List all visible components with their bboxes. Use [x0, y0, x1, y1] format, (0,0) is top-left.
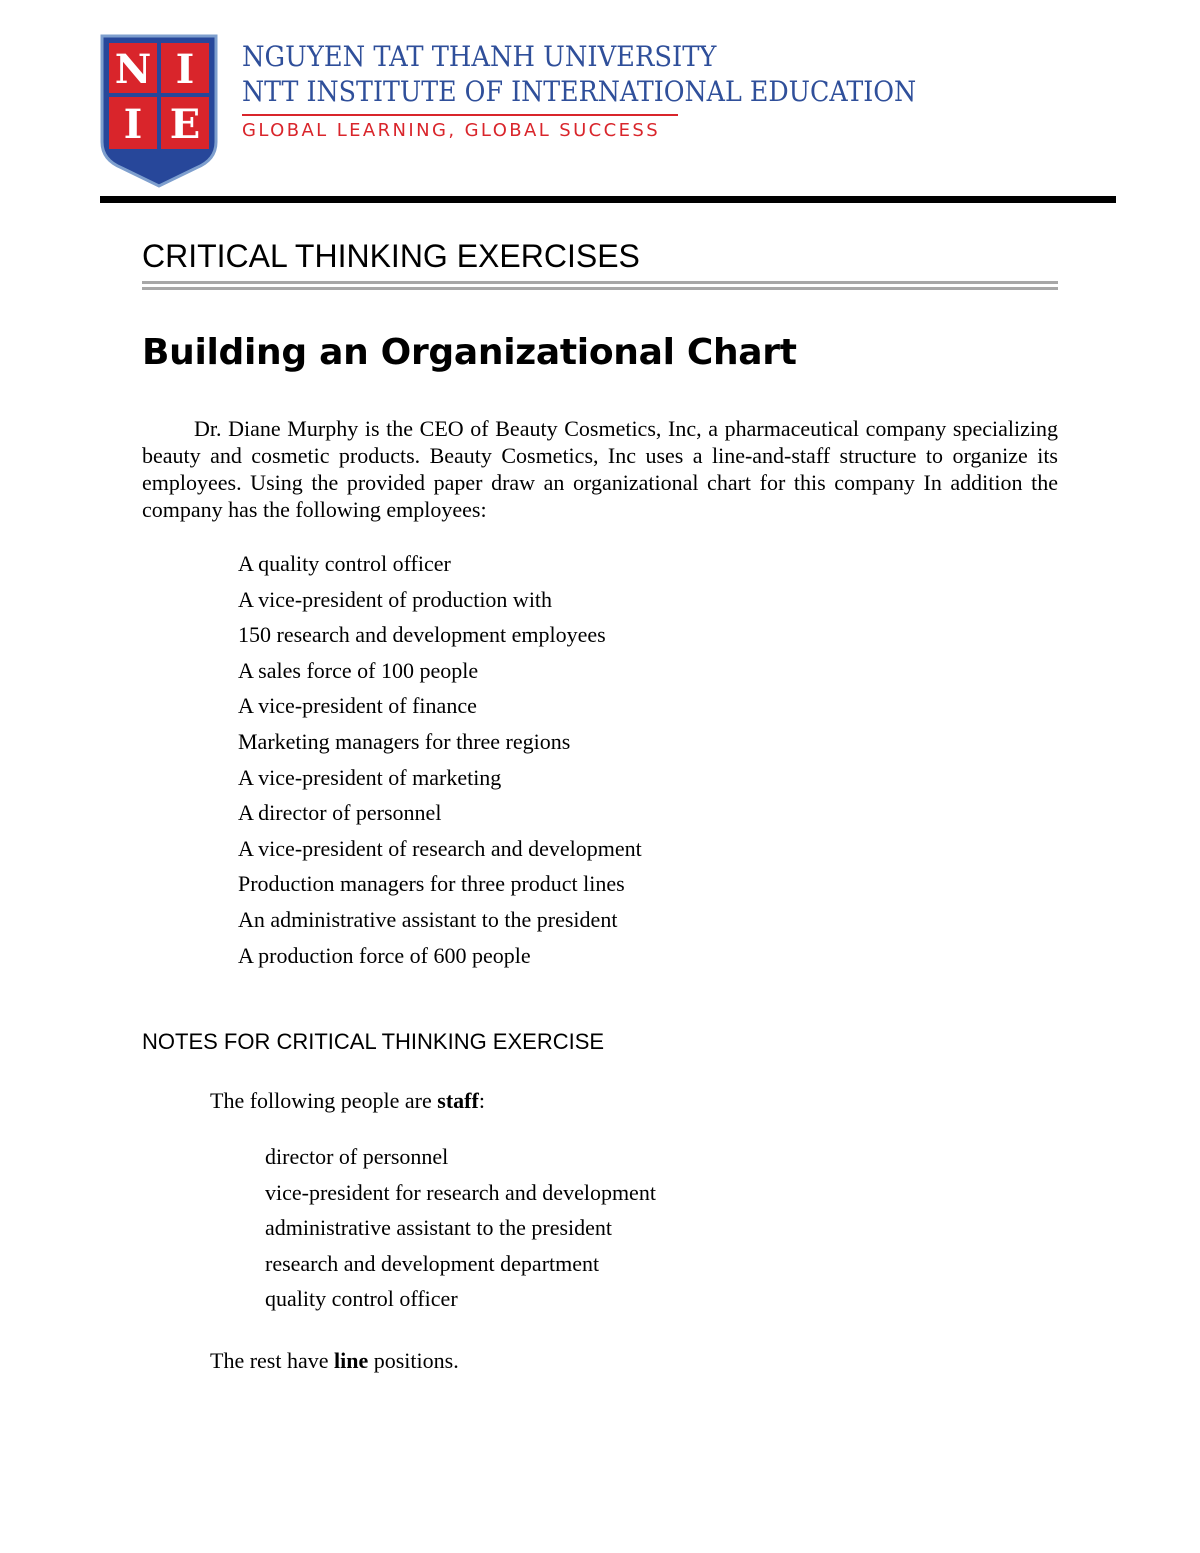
list-item: quality control officer [265, 1286, 458, 1311]
staff-keyword: staff [437, 1088, 479, 1113]
list-item: A vice-president of marketing [238, 764, 502, 790]
rest-text: The rest have [210, 1348, 334, 1373]
logo-letter-n: N [114, 46, 152, 93]
list-item: A vice-president of finance [238, 693, 477, 719]
line-positions-note [210, 1348, 459, 1374]
intro-paragraph: Dr. Diane Murphy is the CEO of Beauty Cosmetics, Inc, a pharmaceutical company specializing beauty and cosmetic products. Beauty Cosmetics, Inc uses a line-and-staff structure to organize its employees. Using the provided paper draw an organizational chart for this company In addition the company has the following employees: [142, 416, 1058, 522]
staff-intro-colon: : [478, 1088, 485, 1113]
list-item: administrative assistant to the president [265, 1215, 613, 1240]
document-header [0, 0, 1200, 210]
university-name: NGUYEN TAT THANH UNIVERSITY [242, 40, 717, 73]
niie-shield-logo [96, 30, 222, 190]
employee-list [238, 549, 642, 976]
staff-intro [210, 1088, 485, 1114]
institute-name: NTT INSTITUTE OF INTERNATIONAL EDUCATION [242, 75, 917, 108]
list-item: A vice-president of research and development [238, 835, 642, 861]
list-item: 150 research and development employees [238, 622, 606, 648]
logo-letter-i2: I [123, 101, 143, 148]
list-item: A director of personnel [238, 800, 442, 826]
list-item: Marketing managers for three regions [238, 728, 571, 754]
list-item: research and development department [265, 1250, 600, 1276]
notes-title: NOTES FOR CRITICAL THINKING EXERCISE [142, 1029, 605, 1054]
header-divider [100, 196, 1116, 203]
section-title: CRITICAL THINKING EXERCISES [142, 238, 640, 274]
list-item: A production force of 600 people [238, 942, 531, 968]
staff-list [265, 1142, 656, 1320]
staff-intro-text: The following people are [210, 1088, 438, 1113]
list-item: vice-president for research and development [265, 1179, 656, 1205]
rest-text-end: positions. [368, 1348, 459, 1373]
list-item: An administrative assistant to the president [238, 906, 618, 932]
line-keyword: line [334, 1348, 369, 1373]
logo-letter-e: E [169, 101, 201, 148]
list-item: A vice-president of production with [238, 586, 553, 612]
section-rule-top [142, 281, 1058, 284]
list-item: A sales force of 100 people [238, 657, 479, 683]
logo-letter-i1: I [175, 46, 195, 93]
section-rule-bottom [142, 287, 1058, 290]
list-item: Production managers for three product lines [238, 871, 625, 897]
slogan: GLOBAL LEARNING, GLOBAL SUCCESS [242, 120, 661, 141]
red-divider [242, 114, 678, 116]
exercise-title: Building an Organizational Chart [142, 332, 797, 373]
list-item: director of personnel [265, 1144, 449, 1169]
list-item: A quality control officer [238, 551, 451, 576]
